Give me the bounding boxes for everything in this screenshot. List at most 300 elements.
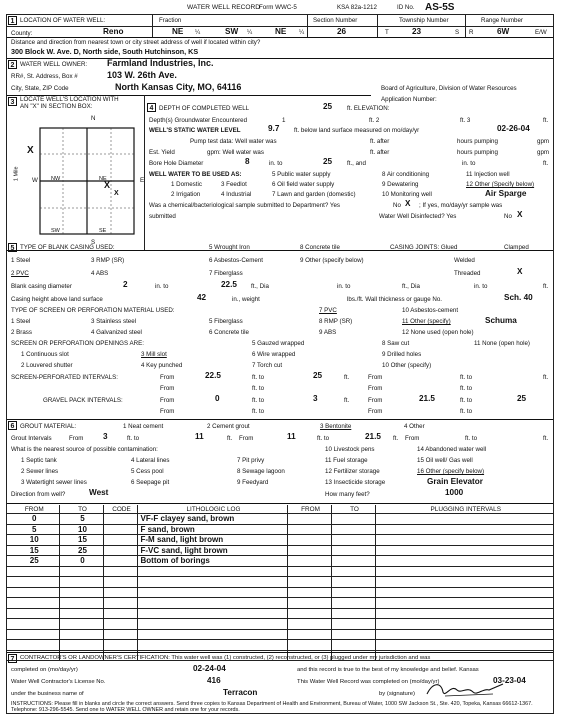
direction-label: Direction from well?	[11, 491, 66, 498]
table-row	[7, 587, 553, 598]
log-plug-interval	[375, 545, 553, 556]
spi-to-label-4: ft. to	[460, 385, 473, 392]
pump-label: Pump test data: Well water was	[190, 138, 277, 145]
log-plug-to	[331, 545, 375, 556]
rule	[144, 95, 145, 250]
contam-15: 15 Oil well/ Gas well	[417, 457, 473, 464]
log-to: 5	[59, 514, 103, 525]
yield-hours: hours pumping	[457, 149, 498, 156]
contam-5: 5 Cess pool	[131, 468, 164, 475]
grout-1: 1 Neat cement	[123, 423, 164, 430]
contam-7: 7 Pit privy	[237, 457, 265, 464]
openings-11: 11 None (open hole)	[474, 340, 530, 347]
grid-nw: NW	[51, 176, 61, 182]
bore-label: Bore Hole Diameter	[149, 160, 204, 167]
wall-thickness-value: Sch. 40	[504, 293, 533, 302]
quarter-mark-2: ¼	[247, 29, 253, 36]
groundwater-3: ft. 3	[460, 117, 471, 124]
casing-height-value: 42	[197, 293, 207, 302]
bore-value: 8	[245, 157, 250, 166]
screen-intervals-label: SCREEN-PERFORATED INTERVALS:	[11, 374, 118, 381]
log-lithology: Bottom of borings	[137, 556, 287, 567]
quarter-mark-1: ¼	[195, 29, 201, 36]
chem-label: Was a chemical/bacteriological sample submitted to Department? Yes	[149, 202, 340, 209]
groundwater-label: Depth(s) Groundwater Encountered	[149, 117, 248, 124]
completed-label: completed on (mo/day/yr)	[11, 667, 78, 673]
how-many-feet-label: How many feet?	[325, 491, 370, 498]
compass-w: W	[32, 177, 38, 184]
blank-diameter-in-to: in. to	[337, 283, 351, 290]
log-plug-to	[331, 556, 375, 567]
yield-mid: gpm: Well water was	[207, 149, 264, 156]
rule	[7, 58, 553, 59]
gpi-to-label-3: ft. to	[252, 408, 265, 415]
table-row	[7, 577, 553, 588]
location-title: LOCATION OF WATER WELL:	[20, 17, 106, 24]
spi-from-value: 22.5	[205, 371, 221, 380]
use-2: 2 Irrigation	[171, 191, 201, 198]
rule	[152, 15, 153, 37]
disinfected-no-mark: X	[517, 210, 523, 219]
city-label: City, State, ZIP Code	[11, 85, 69, 92]
contam-14: 14 Abandoned water well	[417, 446, 487, 453]
openings-1: 1 Continuous slot	[21, 351, 69, 358]
section-3-number: 3	[8, 97, 17, 106]
gpi-to-label-4: ft. to	[460, 408, 473, 415]
log-code	[103, 556, 137, 567]
ksa-number: KSA 82a-1212	[337, 4, 377, 11]
spi-from-label-4: From	[368, 385, 383, 392]
log-lithology: F sand, brown	[137, 524, 287, 535]
address-label: RR#, St. Address, Box #	[11, 73, 78, 80]
grout-to-1: 11	[195, 432, 204, 441]
section-2-number: 2	[8, 60, 17, 69]
business-name-value: Terracon	[223, 688, 258, 697]
table-row	[7, 640, 553, 651]
compass-e: E	[140, 177, 145, 184]
contam-2: 2 Sewer lines	[21, 468, 59, 475]
log-plug-interval	[375, 524, 553, 535]
log-header-to-2: TO	[331, 505, 375, 514]
casing-height-in: in., weight	[232, 296, 260, 303]
contam-13: 13 Insecticide storage	[325, 479, 386, 486]
casing-3: 3 RMP (SR)	[91, 257, 125, 264]
grout-to-label-2: ft. to	[317, 435, 330, 442]
rule	[465, 15, 466, 37]
screen-3: 3 Stainless steel	[91, 318, 137, 325]
log-to: 25	[59, 545, 103, 556]
use-10: 10 Monitoring well	[382, 191, 432, 198]
casing-7: 7 Fiberglass	[209, 270, 243, 277]
screen-12: 12 None used (open hole)	[402, 329, 474, 336]
water-well-record-form	[6, 2, 554, 714]
gpi-to-value-2: 25	[517, 394, 527, 403]
log-from: 10	[7, 535, 59, 546]
gpi-from-value-2: 21.5	[419, 394, 435, 403]
address-value: 103 W. 26th Ave.	[107, 70, 177, 80]
grout-2: 2 Cement grout	[207, 423, 250, 430]
owner-label: WATER WELL OWNER:	[20, 61, 88, 68]
rule	[7, 37, 553, 38]
openings-8: 8 Saw cut	[382, 340, 410, 347]
gpi-to-value: 3	[313, 394, 318, 403]
use-6: 6 Oil field water supply	[272, 181, 335, 188]
chem-submitted: submitted	[149, 213, 176, 220]
openings-10: 10 Other (specify)	[382, 362, 432, 369]
township-t: T	[385, 29, 389, 36]
casing-5: 5 Wrought Iron	[209, 244, 250, 251]
casing-threaded-mark: X	[517, 267, 523, 276]
rule	[307, 15, 308, 37]
log-plug-from	[287, 545, 331, 556]
gpi-from-label-3: From	[160, 408, 175, 415]
table-row	[7, 535, 553, 546]
grout-ft-3: ft.	[543, 435, 549, 442]
depth-value: 25	[323, 102, 333, 111]
blank-diameter-in-to-2: in. to	[474, 283, 488, 290]
license-label: Water Well Contractor's License No.	[11, 679, 106, 685]
record-completed-label: This Water Well Record was completed on (mo/day/yr)	[297, 679, 440, 685]
screen-5: 5 Fiberglass	[209, 318, 243, 325]
log-plug-to	[331, 524, 375, 535]
use-label: WELL WATER TO BE USED AS:	[149, 171, 242, 178]
openings-4: 4 Key punched	[141, 362, 183, 369]
spi-from-label-3: From	[160, 385, 175, 392]
openings-label: SCREEN OR PERFORATION OPENINGS ARE:	[11, 340, 144, 347]
contam-9: 9 Feedyard	[237, 479, 269, 486]
instructions-text: INSTRUCTIONS: Please fill in blanks and circle the correct answers. Send three copies to Kansas Department of Health and Environment, Bureau of Water, 1000 SW Jackson St., Ste. 420, Topeka, Kansas 66612-1367. Telephone: 913-296-5545. Send one to WATER WELL OWNER and retain one for your records.	[11, 701, 533, 714]
depth-label: DEPTH OF COMPLETED WELL	[159, 105, 250, 112]
form-title: WATER WELL RECORD	[187, 4, 261, 11]
log-header-plugging: PLUGGING INTERVALS	[375, 505, 553, 514]
use-7: 7 Lawn and garden (domestic)	[272, 191, 356, 198]
application-number-label: Application Number:	[381, 96, 437, 103]
yield-ft-after: ft. after	[370, 149, 390, 156]
pump-hours: hours pumping	[457, 138, 498, 145]
openings-7: 7 Torch cut	[252, 362, 283, 369]
grid-sw: SW	[51, 228, 60, 234]
log-from: 25	[7, 556, 59, 567]
use-4: 4 Industrial	[221, 191, 252, 198]
use-other-value: Air Sparge	[485, 189, 527, 198]
spi-from-label: From	[160, 374, 175, 381]
casing-threaded: Threaded	[454, 270, 481, 277]
table-row	[7, 619, 553, 630]
range-value: 6W	[497, 27, 510, 36]
fraction-ne-1: NE	[172, 27, 184, 36]
static-date: 02-26-04	[497, 124, 530, 133]
static-level-label: WELL'S STATIC WATER LEVEL	[149, 127, 241, 134]
fraction-ne-2: NE	[275, 27, 287, 36]
license-value: 416	[207, 676, 221, 685]
table-row	[7, 598, 553, 609]
rule	[7, 419, 553, 420]
log-header-lithologic: LITHOLOGIC LOG	[137, 505, 287, 514]
range-r: R	[469, 29, 474, 36]
mile-label: 1 Mile	[13, 166, 20, 182]
groundwater-2: ft. 2	[369, 117, 380, 124]
grout-to-label: ft. to	[127, 435, 140, 442]
log-to: 10	[59, 524, 103, 535]
county-label: County:	[11, 30, 33, 37]
openings-9: 9 Drilled holes	[382, 351, 422, 358]
completed-value: 02-24-04	[193, 664, 226, 673]
section-value: 26	[337, 27, 347, 36]
range-ew: E/W	[535, 29, 547, 36]
blank-diameter-ft-2: ft.	[543, 283, 549, 290]
groundwater-ft: ft.	[543, 117, 549, 124]
casing-2: 2 PVC	[11, 270, 29, 277]
use-9: 9 Dewatering	[382, 181, 419, 188]
section-4-number: 4	[147, 103, 156, 112]
distance-label: Distance and direction from nearest town or city street address of well if located within city?	[11, 39, 261, 46]
bore-and: ft., and	[347, 160, 366, 167]
screen-7: 7 PVC	[319, 307, 337, 314]
blank-diameter-dia2: ft., Dia	[402, 283, 420, 290]
bore-depth: 25	[323, 157, 333, 166]
county-value: Reno	[103, 27, 124, 36]
table-row	[7, 524, 553, 535]
casing-9: 9 Other (specify below)	[300, 257, 364, 264]
grout-3: 3 Bentonite	[320, 423, 352, 430]
gpi-to-label-2: ft. to	[460, 397, 473, 404]
spi-to-label-2: ft. to	[460, 374, 473, 381]
use-11: 11 Injection well	[466, 171, 510, 178]
screen-8: 8 RMP (SR)	[319, 318, 353, 325]
log-plug-interval	[375, 514, 553, 525]
log-plug-interval	[375, 556, 553, 567]
screen-6: 6 Concrete tile	[209, 329, 249, 336]
section-1-number: 1	[8, 16, 17, 25]
screen-1: 1 Steel	[11, 318, 31, 325]
contamination-label: What is the nearest source of possible contamination:	[11, 446, 158, 453]
grout-from-label-2: From	[239, 435, 254, 442]
table-row	[7, 545, 553, 556]
compass-n: N	[91, 115, 96, 122]
rule	[7, 26, 553, 27]
log-plug-to	[331, 514, 375, 525]
casing-1: 1 Steel	[11, 257, 31, 264]
disinfected-no: No	[504, 213, 512, 220]
disinfected-label: Water Well Disinfected? Yes	[379, 213, 457, 220]
section-6-number: 6	[8, 421, 17, 430]
how-many-feet-value: 1000	[445, 488, 464, 497]
spi-to-value: 25	[313, 371, 323, 380]
blank-diameter-value: 2	[123, 280, 128, 289]
elevation-label: ft. ELEVATION:	[347, 105, 390, 112]
log-code	[103, 524, 137, 535]
blank-diameter-ft: ft., Dia	[251, 283, 269, 290]
form-number: Form WWC-5	[259, 4, 297, 11]
casing-6: 6 Asbestos-Cement	[209, 257, 263, 264]
table-row	[7, 566, 553, 577]
grout-intervals-label: Grout Intervals	[11, 435, 52, 442]
screen-2: 2 Brass	[11, 329, 32, 336]
certification-line-1: CONTRACTOR'S OR LANDOWNER'S CERTIFICATION: This water well was (1) constructed, (2) reconstructed, or (3) plugged under my jurisdiction and was	[20, 655, 431, 661]
rule	[7, 503, 553, 504]
grout-4: 4 Other	[404, 423, 425, 430]
contam-12: 12 Fertilizer storage	[325, 468, 380, 475]
chem-no: No	[393, 202, 401, 209]
record-completed-value: 03-23-04	[493, 676, 526, 685]
blank-diameter-depth: 22.5	[221, 280, 237, 289]
log-plug-from	[287, 535, 331, 546]
bore-in-to: in. to	[462, 160, 476, 167]
signature-label: by (signature)	[379, 691, 416, 697]
grid-mark-2: X	[104, 180, 111, 190]
casing-clamped: Clamped	[504, 244, 529, 251]
direction-value: West	[89, 488, 109, 497]
use-5: 5 Public water supply	[272, 171, 331, 178]
id-value: AS-5S	[425, 2, 455, 13]
distance-value: 300 Block W. Ave. D, North side, South Hutchinson, KS	[11, 47, 199, 56]
use-12: 12 Other (Specify below)	[466, 181, 535, 188]
log-plug-interval	[375, 535, 553, 546]
gpi-from-label-2: From	[368, 397, 383, 404]
contam-11: 11 Fuel storage	[325, 457, 368, 464]
chem-no-mark: X	[405, 199, 411, 208]
id-label: ID No.	[397, 4, 415, 11]
range-number-label: Range Number	[481, 17, 523, 24]
log-code	[103, 545, 137, 556]
gpi-to-label: ft. to	[252, 397, 265, 404]
grid-mark-1: X	[27, 145, 34, 156]
grout-from-1: 3	[103, 432, 108, 441]
gpi-from-label-4: From	[368, 408, 383, 415]
rule	[377, 15, 378, 37]
openings-2: 2 Louvered shutter	[21, 362, 73, 369]
contam-6: 6 Seepage pit	[131, 479, 170, 486]
log-lithology: F-VC sand, light brown	[137, 545, 287, 556]
gpi-from-label: From	[160, 397, 175, 404]
contam-other-value: Grain Elevator	[427, 477, 483, 486]
use-8: 8 Air conditioning	[382, 171, 430, 178]
grid-se: SE	[99, 228, 107, 234]
contam-3: 3 Watertight sewer lines	[21, 479, 87, 486]
log-to: 15	[59, 535, 103, 546]
grout-to-2: 21.5	[365, 432, 381, 441]
table-row	[7, 514, 553, 525]
openings-5: 5 Gauzed wrapped	[252, 340, 305, 347]
board-text: Board of Agriculture, Division of Water Resources	[381, 85, 517, 92]
contam-4: 4 Lateral lines	[131, 457, 170, 464]
grout-from-2: 11	[287, 432, 296, 441]
openings-6: 6 Wire wrapped	[252, 351, 296, 358]
gpi-from-value: 0	[215, 394, 220, 403]
casing-joints: CASING JOINTS: Glued	[390, 244, 458, 251]
casing-height-label: Casing height above land surface	[11, 296, 103, 303]
lithologic-log-table	[7, 505, 553, 661]
bore-ft: ft.	[543, 160, 549, 167]
blank-diameter-label: Blank casing diameter	[11, 283, 72, 290]
fraction-sw: SW	[225, 27, 239, 36]
pump-gpm: gpm	[537, 138, 550, 145]
log-from: 15	[7, 545, 59, 556]
grid-mark-3: X	[114, 190, 119, 197]
log-header-to: TO	[59, 505, 103, 514]
log-code	[103, 514, 137, 525]
contam-8: 8 Sewage lagoon	[237, 468, 285, 475]
casing-lbs: lbs./ft. Wall thickness or gauge No.	[347, 296, 443, 303]
locate-title-1: LOCATE WELL'S LOCATION WITH	[20, 96, 119, 103]
log-header-row	[7, 505, 553, 514]
grout-ft-2: ft.	[393, 435, 399, 442]
casing-4: 4 ABS	[91, 270, 109, 277]
screen-11: 11 Other (specify)	[402, 318, 451, 325]
township-number-label: Township Number	[399, 17, 449, 24]
compass-s: S	[91, 239, 96, 246]
bore-to: in. to	[269, 160, 283, 167]
contam-1: 1 Septic tank	[21, 457, 57, 464]
log-header-code: CODE	[103, 505, 137, 514]
screen-other-value: Schuma	[485, 316, 517, 325]
yield-label: Est. Yield	[149, 149, 175, 156]
grout-ft-from: ft.	[227, 435, 233, 442]
log-header-from: FROM	[7, 505, 59, 514]
spi-to-label-3: ft. to	[252, 385, 265, 392]
table-row	[7, 556, 553, 567]
use-1: 1 Domestic	[171, 181, 202, 188]
pump-ft-after: ft. after	[370, 138, 390, 145]
gravel-pack-label: GRAVEL PACK INTERVALS:	[43, 397, 123, 404]
spi-ft: ft.	[344, 374, 350, 381]
business-name-label: under the business name of	[11, 691, 84, 697]
log-plug-to	[331, 535, 375, 546]
quarter-mark-3: ¼	[299, 29, 305, 36]
log-lithology: VF-F clayey sand, brown	[137, 514, 287, 525]
screen-10: 10 Asbestos-cement	[402, 307, 459, 314]
log-code	[103, 535, 137, 546]
table-row	[7, 629, 553, 640]
static-level-after: ft. below land surface measured on mo/day/yr	[294, 127, 420, 134]
locate-title-2: AN "X" IN SECTION BOX:	[20, 103, 93, 110]
grid-ne: NE	[99, 176, 107, 182]
screen-4: 4 Galvanized steel	[91, 329, 142, 336]
log-plug-from	[287, 514, 331, 525]
log-to: 0	[59, 556, 103, 567]
groundwater-1: 1	[282, 117, 286, 124]
grout-from-label-3: From	[405, 435, 420, 442]
log-from: 5	[7, 524, 59, 535]
signature-scribble	[423, 678, 507, 700]
city-value: North Kansas City, MO, 64116	[115, 82, 242, 92]
township-value: 23	[412, 27, 422, 36]
grout-title: GROUT MATERIAL:	[20, 423, 77, 430]
contam-10: 10 Livestock pens	[325, 446, 375, 453]
use-3: 3 Feedlot	[221, 181, 247, 188]
table-row	[7, 608, 553, 619]
log-plug-from	[287, 524, 331, 535]
section-5-number: 5	[8, 243, 17, 252]
grout-to-label-3: ft. to	[465, 435, 478, 442]
certification-line-2: and this record is true to the best of my knowledge and belief. Kansas	[297, 667, 479, 673]
log-header-from-2: FROM	[287, 505, 331, 514]
fraction-label: Fraction	[159, 17, 182, 24]
township-s: S	[455, 29, 460, 36]
spi-from-label-2: From	[368, 374, 383, 381]
casing-welded: Welded	[454, 257, 475, 264]
section-number-label: Section Number	[313, 17, 358, 24]
yield-gpm: gpm	[537, 149, 550, 156]
log-plug-from	[287, 556, 331, 567]
log-lithology: F-M sand, light brown	[137, 535, 287, 546]
blank-diameter-to: in. to	[155, 283, 169, 290]
spi-ft-2: ft.	[543, 374, 549, 381]
log-from: 0	[7, 514, 59, 525]
casing-8: 8 Concrete tile	[300, 244, 340, 251]
rule	[7, 652, 553, 653]
chem-mid: ; If yes, mo/day/yr sample was	[419, 202, 503, 209]
